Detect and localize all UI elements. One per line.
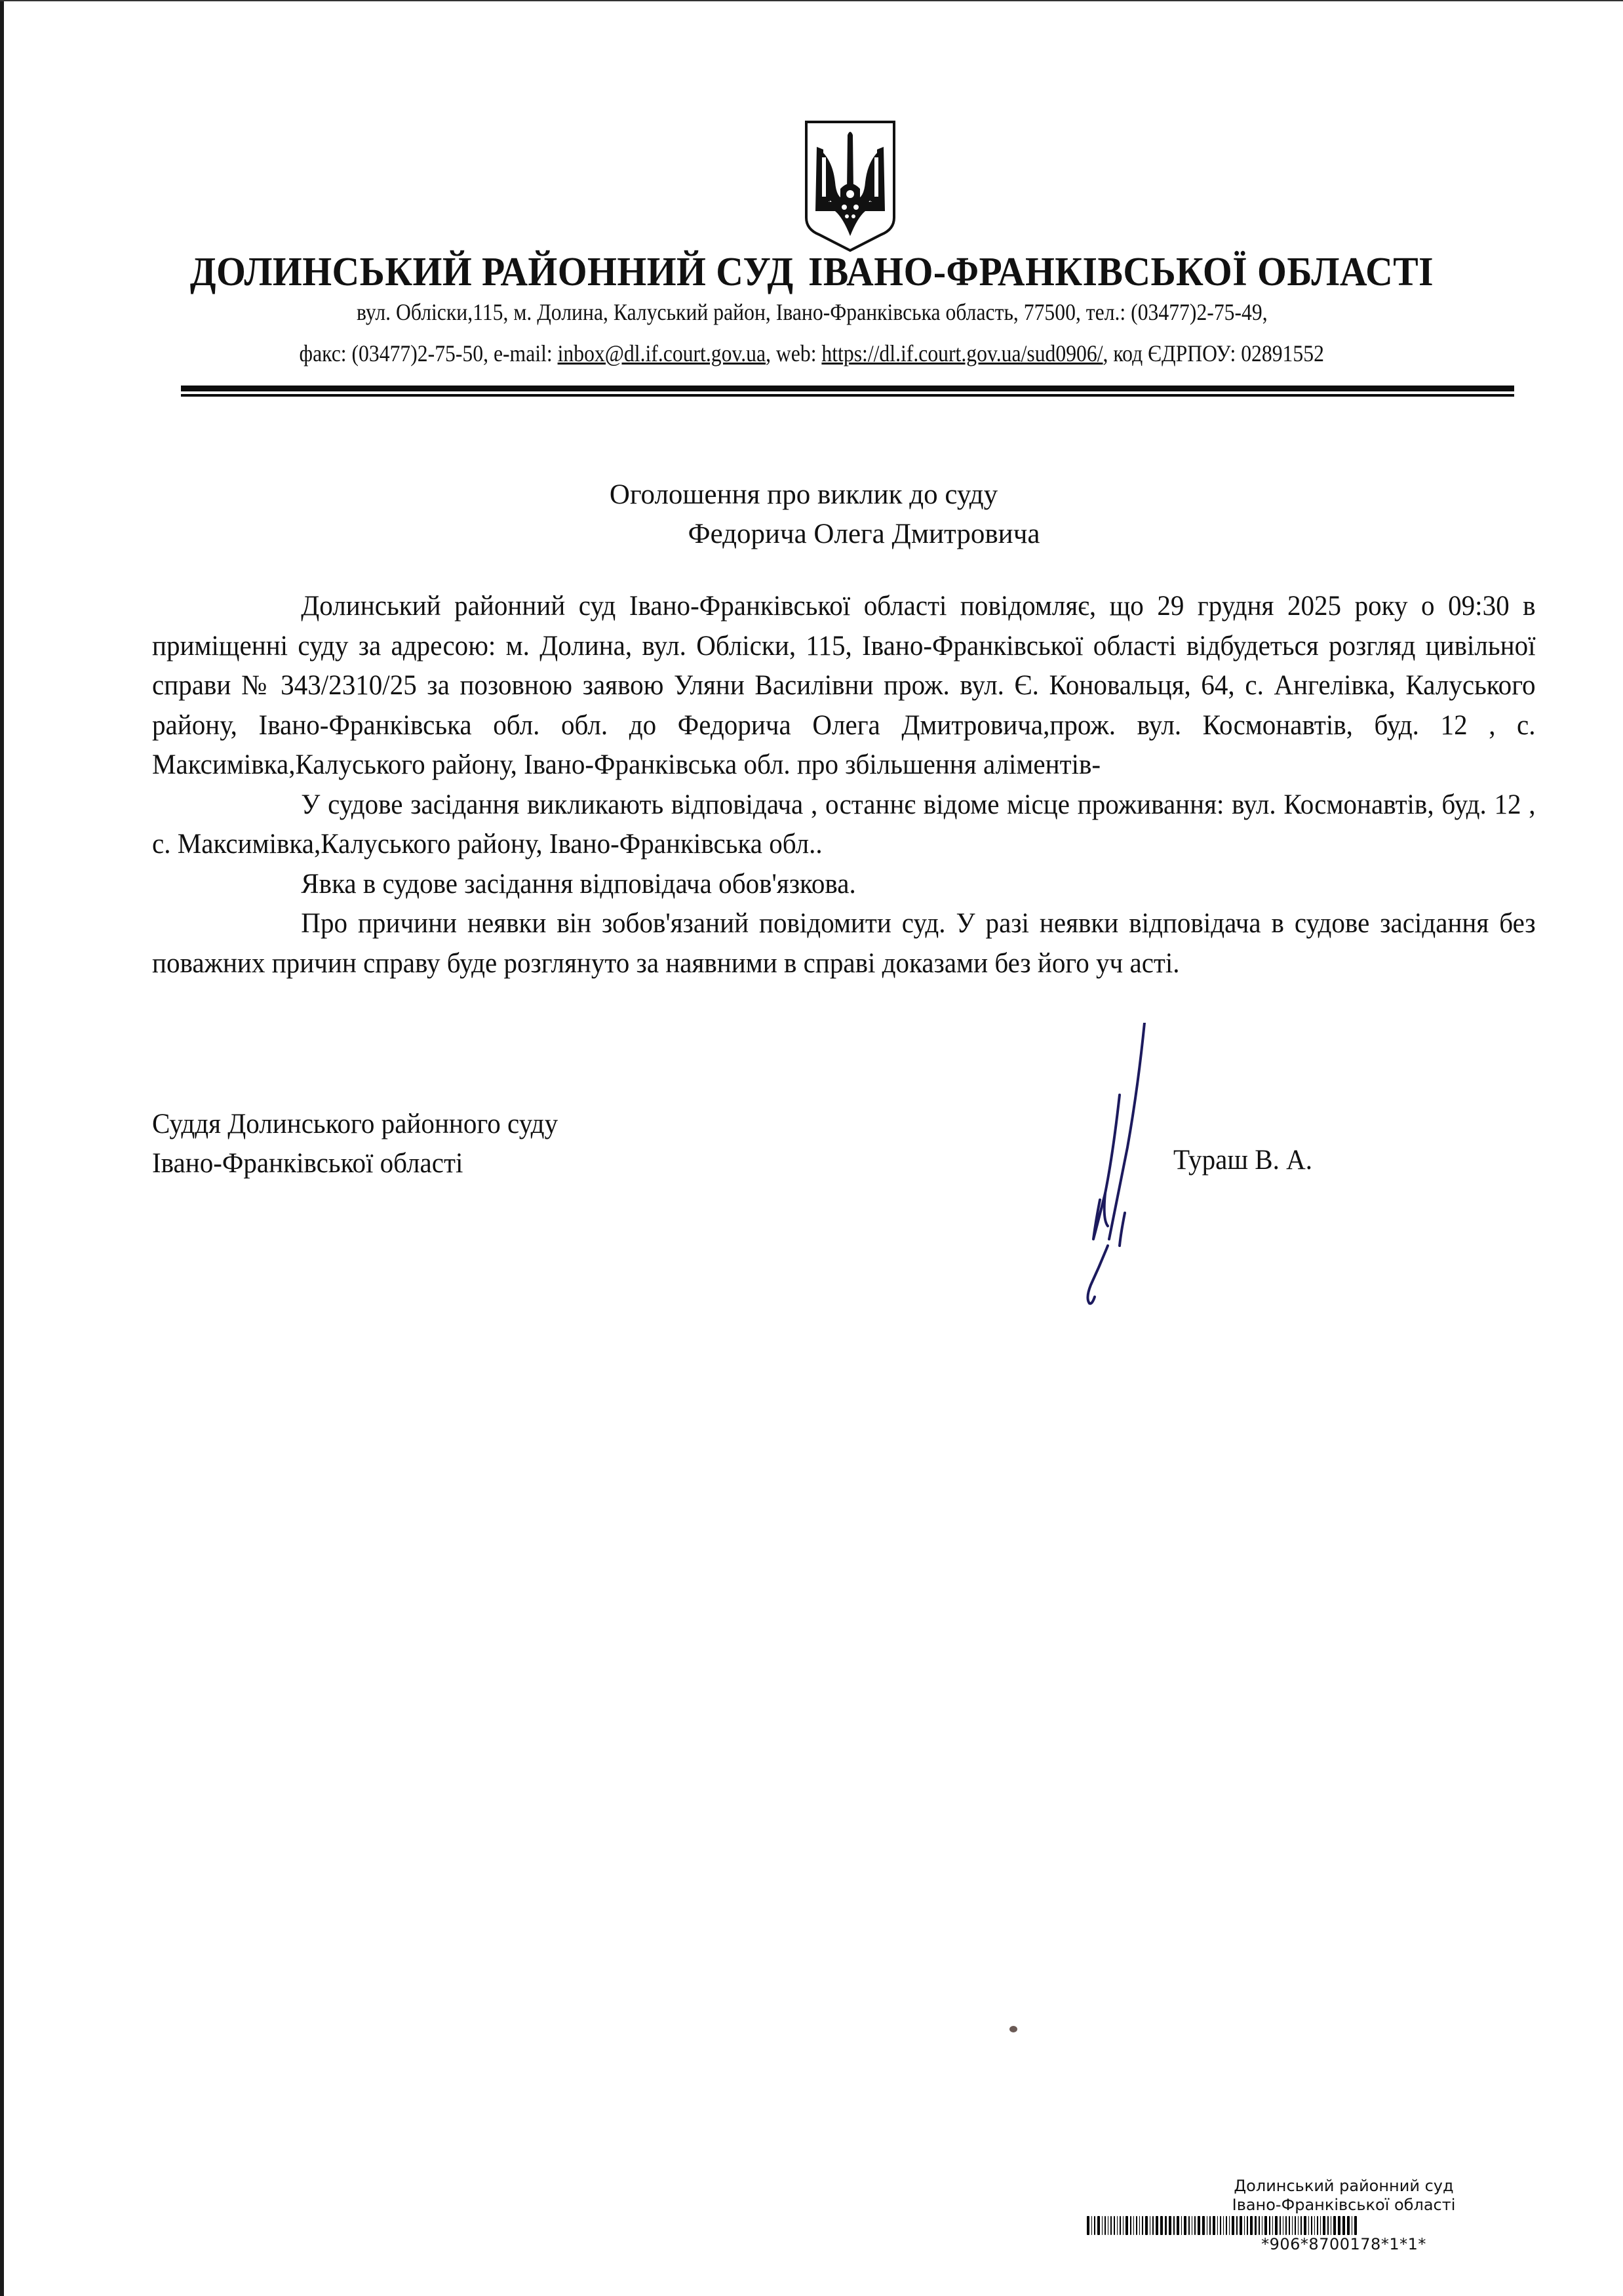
barcode-bar — [1331, 2216, 1332, 2235]
barcode-bar — [1292, 2216, 1293, 2235]
court-contacts-line — [98, 340, 1526, 367]
barcode-bar — [1125, 2216, 1128, 2235]
notice-title: Оголошення про виклик до суду — [609, 479, 998, 510]
barcode-bar — [1304, 2216, 1306, 2235]
barcode-bar — [1333, 2216, 1336, 2235]
barcode-icon — [1087, 2216, 1359, 2235]
barcode-bar — [1223, 2216, 1224, 2235]
court-name-part2: ІВАНО-ФРАНКІВСЬКОЇ ОБЛАСТІ — [808, 250, 1434, 294]
barcode-bar — [1311, 2216, 1312, 2235]
barcode-bar — [1207, 2216, 1208, 2235]
fax-text: факс: (03477)2-75-50, e-mail: — [299, 340, 558, 366]
paragraph-hearing-details: Долинський районний суд Івано-Франківської області повідомляє, що 29 грудня 2025 року о 09:30 в приміщенні суду за адресою: м. Долина, вул. Обліски, 115, Івано-Франківської області відбудеться розгляд цивільної справи № 343/2310/25 за позовною заявою Уляни Василівни прож. вул. Є. Коновальця, 64, с. Ангелівка, Калуського району, Івано-Франківська обл. обл. до Федорича Олега Дмитровича,прож. вул. Космонавтів, буд. 12 , с. Максимівка,Калуського району, Івано-Франківська обл. про збільшення аліментів- — [152, 591, 1536, 780]
barcode-bar — [1213, 2216, 1215, 2235]
barcode-bar — [1272, 2216, 1274, 2235]
barcode-bar — [1232, 2216, 1234, 2235]
barcode-bar — [1226, 2216, 1227, 2235]
barcode-bar — [1087, 2216, 1089, 2235]
barcode-bar — [1181, 2216, 1183, 2235]
letterhead-divider-thin — [181, 394, 1514, 397]
barcode-bar — [1108, 2216, 1109, 2235]
barcode-bar — [1114, 2216, 1115, 2235]
barcode-bar — [1255, 2216, 1257, 2235]
barcode-bar — [1244, 2216, 1245, 2235]
scan-edge — [0, 0, 4, 2296]
stamp-caption-line2: Івано-Франківської області — [1232, 2196, 1456, 2214]
notice-body — [152, 587, 1536, 983]
barcode-bar — [1110, 2216, 1112, 2235]
handwritten-signature — [1023, 1023, 1154, 1311]
judge-position-line2: Івано-Франківської області — [152, 1148, 463, 1179]
barcode-bar — [1236, 2216, 1238, 2235]
judge-position-line1: Суддя Долинського районного суду — [152, 1109, 558, 1139]
barcode-bar — [1308, 2216, 1310, 2235]
letterhead-divider-thick — [181, 386, 1514, 391]
barcode-bar — [1097, 2216, 1100, 2235]
barcode-bar — [1327, 2216, 1329, 2235]
barcode-bar — [1091, 2216, 1093, 2235]
barcode-bar — [1173, 2216, 1175, 2235]
barcode-bar — [1247, 2216, 1248, 2235]
barcode-bar — [1283, 2216, 1284, 2235]
barcode-bar — [1194, 2216, 1196, 2235]
scan-edge-top — [0, 0, 1623, 1]
barcode-bar — [1150, 2216, 1151, 2235]
paragraph-attendance: Явка в судове засідання відповідача обов'язкова. — [301, 868, 856, 900]
barcode-bar — [1264, 2216, 1267, 2235]
barcode-bar — [1198, 2216, 1200, 2235]
barcode-bar — [1229, 2216, 1230, 2235]
barcode-bar — [1177, 2216, 1179, 2235]
barcode-bar — [1352, 2216, 1353, 2235]
barcode-bar — [1354, 2216, 1357, 2235]
barcode-bar — [1262, 2216, 1263, 2235]
barcode-bar — [1217, 2216, 1219, 2235]
coat-of-arms-of-ukraine-icon — [804, 119, 897, 253]
barcode-bar — [1240, 2216, 1242, 2235]
registration-stamp — [1075, 2177, 1613, 2253]
edrpou-code: , код ЄДРПОУ: 02891552 — [1103, 340, 1324, 366]
barcode-bar — [1145, 2216, 1148, 2235]
barcode-bar — [1123, 2216, 1124, 2235]
barcode-bar — [1136, 2216, 1137, 2235]
barcode-bar — [1188, 2216, 1190, 2235]
stamp-caption-line1: Долинський районний суд — [1234, 2177, 1454, 2195]
barcode-bar — [1209, 2216, 1211, 2235]
barcode-bar — [1165, 2216, 1167, 2235]
barcode-bar — [1130, 2216, 1131, 2235]
barcode-bar — [1156, 2216, 1158, 2235]
court-name-heading — [57, 249, 1567, 296]
barcode-bar — [1142, 2216, 1143, 2235]
barcode-number: *906*8700178*1*1* — [1261, 2235, 1426, 2253]
barcode-bar — [1280, 2216, 1281, 2235]
barcode-bar — [1094, 2216, 1095, 2235]
barcode-bar — [1102, 2216, 1103, 2235]
barcode-bar — [1342, 2216, 1345, 2235]
barcode-bar — [1250, 2216, 1253, 2235]
barcode-bar — [1338, 2216, 1340, 2235]
barcode-bar — [1320, 2216, 1321, 2235]
court-address-line: вул. Обліски,115, м. Долина, Калуський район, Івано-Франківська область, 77500, тел.: (03477)2-75-49, — [357, 299, 1268, 325]
barcode-bar — [1298, 2216, 1299, 2235]
barcode-bar — [1117, 2216, 1118, 2235]
scan-speck — [1009, 2026, 1017, 2032]
judge-name: Тураш В. А. — [1173, 1145, 1313, 1176]
paragraph-absence-consequences: Про причини неявки він зобов'язаний повідомити суд. У разі неявки відповідача в судове засідання без поважних причин справу буде розглянуто за наявними в справі доказами без його уч асті. — [152, 908, 1536, 979]
barcode-bar — [1285, 2216, 1287, 2235]
barcode-bar — [1323, 2216, 1325, 2235]
notice-addressee: Федорича Олега Дмитровича — [688, 519, 1040, 549]
barcode-bar — [1317, 2216, 1318, 2235]
barcode-bar — [1295, 2216, 1296, 2235]
barcode-bar — [1314, 2216, 1316, 2235]
email-link[interactable]: inbox@dl.if.court.gov.ua — [557, 340, 766, 366]
court-name-part1: ДОЛИНСЬКИЙ РАЙОННИЙ СУД — [189, 250, 794, 294]
barcode-bar — [1184, 2216, 1186, 2235]
barcode-bar — [1202, 2216, 1205, 2235]
barcode-bar — [1220, 2216, 1221, 2235]
barcode-bar — [1269, 2216, 1270, 2235]
barcode-bar — [1133, 2216, 1135, 2235]
paragraph-summons: У судове засідання викликають відповідача , останнє відоме місце проживання: вул. Космонавтів, буд. 12 , с. Максимівка,Калуського району, Івано-Франківська обл.. — [152, 789, 1536, 860]
website-link[interactable]: https://dl.if.court.gov.ua/sud0906/ — [821, 340, 1103, 366]
barcode-bar — [1160, 2216, 1163, 2235]
barcode-bar — [1289, 2216, 1290, 2235]
barcode-bar — [1120, 2216, 1121, 2235]
barcode-bar — [1105, 2216, 1106, 2235]
web-label: , web: — [766, 340, 822, 366]
judge-position — [152, 1105, 558, 1183]
barcode-bar — [1192, 2216, 1193, 2235]
barcode-bar — [1347, 2216, 1350, 2235]
barcode-bar — [1169, 2216, 1171, 2235]
barcode-bar — [1300, 2216, 1302, 2235]
barcode-bar — [1259, 2216, 1260, 2235]
barcode-bar — [1152, 2216, 1154, 2235]
barcode-bar — [1139, 2216, 1141, 2235]
barcode-bar — [1275, 2216, 1278, 2235]
